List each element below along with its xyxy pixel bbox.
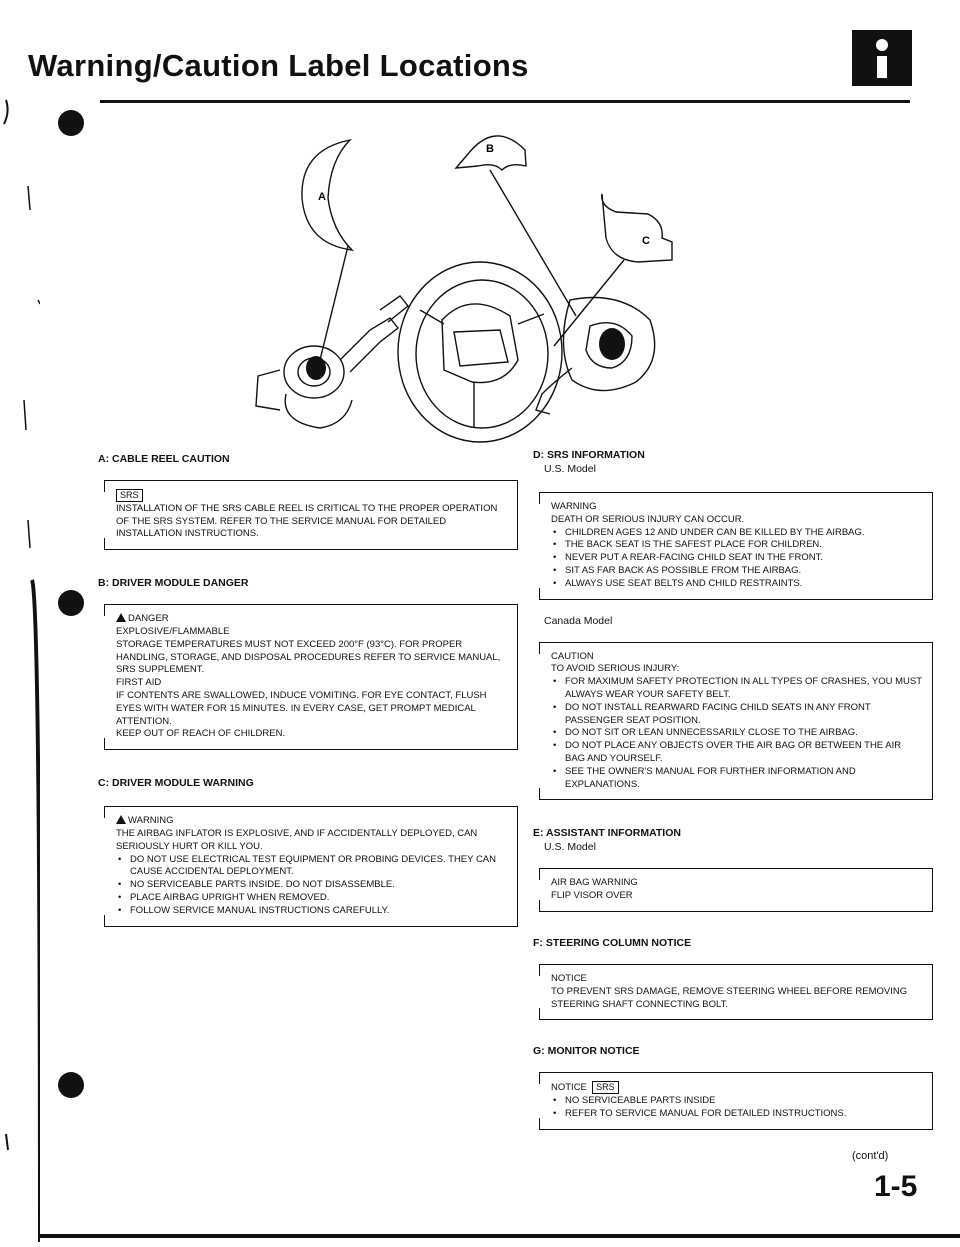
punch-hole-1 [58,110,84,136]
label-d-ca-head: CAUTION [551,650,594,662]
label-d-canada-box [539,642,933,801]
punch-hole-2 [58,590,84,616]
label-a-box [104,480,518,550]
label-f-text: TO PREVENT SRS DAMAGE, REMOVE STEERING WHEEL BEFORE REMOVING STEERING SHAFT CONNECTING BOLT. [551,985,908,1010]
list-item: • NO SERVICEABLE PARTS INSIDE. DO NOT DISASSEMBLE. [116,879,507,892]
warning-triangle-icon [116,815,126,824]
label-d-ca-text: TO AVOID SERIOUS INJURY: [551,663,680,675]
label-e-line-2: FLIP VISOR OVER [551,890,633,902]
label-b-caption: B: DRIVER MODULE DANGER [98,577,249,590]
label-f-head: NOTICE [551,972,587,984]
callout-a: A [318,191,326,203]
page-title: Warning/Caution Label Locations [28,48,529,83]
callout-c: C [642,235,650,247]
label-b-box [104,604,518,750]
label-g-head: NOTICE SRS [551,1081,922,1095]
info-icon [852,30,912,86]
list-item: • ALWAYS USE SEAT BELTS AND CHILD RESTRAINTS. [551,578,922,591]
title-rule [100,100,910,103]
binding-margin [0,0,40,1242]
list-item: • NEVER PUT A REAR-FACING CHILD SEAT IN THE FRONT. [551,552,922,565]
punch-hole-3 [58,1072,84,1098]
label-d-us-text: DEATH OR SERIOUS INJURY CAN OCCUR. [551,513,745,525]
label-c-caption: C: DRIVER MODULE WARNING [98,777,254,790]
label-e-model: U.S. Model [544,841,596,854]
label-c-box [104,806,518,926]
label-c-text: THE AIRBAG INFLATOR IS EXPLOSIVE, AND IF ACCIDENTALLY DEPLOYED, CAN SERIOUSLY HURT OR KILL YOU. [116,827,478,852]
label-f-box [539,964,933,1020]
list-item: • DO NOT INSTALL REARWARD FACING CHILD SEATS IN ANY FRONT PASSENGER SEAT POSITION. [551,702,922,728]
list-item: • PLACE AIRBAG UPRIGHT WHEN REMOVED. [116,892,507,905]
list-item: • SEE THE OWNER'S MANUAL FOR FURTHER INFORMATION AND EXPLANATIONS. [551,766,922,792]
label-b-line-3: FIRST AID [116,677,162,689]
right-column [533,448,933,1130]
label-d-caption: D: SRS INFORMATION [533,449,645,461]
warning-triangle-icon [116,613,126,622]
list-item: • NO SERVICEABLE PARTS INSIDE [551,1095,922,1108]
left-column [98,452,518,927]
page-number: 1-5 [874,1170,918,1203]
list-item: • REFER TO SERVICE MANUAL FOR DETAILED INSTRUCTIONS. [551,1108,922,1121]
continued-note: (cont'd) [852,1150,889,1162]
list-item: • SIT AS FAR BACK AS POSSIBLE FROM THE AIRBAG. [551,565,922,578]
label-e-caption: E: ASSISTANT INFORMATION [533,827,681,840]
label-b-line-1: EXPLOSIVE/FLAMMABLE [116,625,230,637]
callout-b: B [486,143,494,155]
list-item: • THE BACK SEAT IS THE SAFEST PLACE FOR CHILDREN. [551,539,922,552]
list-item: • DO NOT USE ELECTRICAL TEST EQUIPMENT OR PROBING DEVICES. THEY CAN CAUSE ACCIDENTAL DEPLOYMENT. [116,854,507,880]
list-item: • DO NOT SIT OR LEAN UNNECESSARILY CLOSE TO THE AIRBAG. [551,727,922,740]
label-a-text: INSTALLATION OF THE SRS CABLE REEL IS CRITICAL TO THE PROPER OPERATION OF THE SRS SYSTEM. REFER TO THE SERVICE MANUAL FOR DETAILED INSTALLATION INSTRUCTIONS. [116,502,498,540]
label-b-head: DANGER [116,613,507,626]
srs-tag: SRS [116,489,143,502]
label-g-box [539,1072,933,1129]
label-b-line-2: STORAGE TEMPERATURES MUST NOT EXCEED 200°F (93°C). FOR PROPER HANDLING, STORAGE, AND DISPOSAL PROCEDURES REFER TO SERVICE MANUAL, SRS SUPPLEMENT. [116,638,501,676]
list-item: • FOLLOW SERVICE MANUAL INSTRUCTIONS CAREFULLY. [116,905,507,918]
label-e-box [539,868,933,912]
label-d-us-model: U.S. Model [544,463,596,475]
list-item: • FOR MAXIMUM SAFETY PROTECTION IN ALL TYPES OF CRASHES, YOU MUST ALWAYS WEAR YOUR SAFETY BELT. [551,676,922,702]
label-d-us-box [539,492,933,600]
label-f-caption: F: STEERING COLUMN NOTICE [533,936,692,949]
label-e-line-1: AIR BAG WARNING [551,877,638,889]
label-g-caption: G: MONITOR NOTICE [533,1045,640,1058]
footer-rule [40,1234,960,1238]
steering-wheel-illustration [220,110,690,450]
label-d-canada-model: Canada Model [544,614,613,627]
label-a-caption: A: CABLE REEL CAUTION [98,453,230,465]
list-item: • DO NOT PLACE ANY OBJECTS OVER THE AIR BAG OR BETWEEN THE AIR BAG AND YOURSELF. [551,740,922,766]
label-d-us-head: WARNING [551,501,597,512]
srs-tag: SRS [592,1081,619,1094]
label-c-head: WARNING [116,815,507,828]
label-b-line-4: IF CONTENTS ARE SWALLOWED, INDUCE VOMITING. FOR EYE CONTACT, FLUSH EYES WITH WATER FOR 15 MINUTES. IN EVERY CASE, GET PROMPT MEDICAL ATTENTION. [116,689,487,727]
label-b-line-5: KEEP OUT OF REACH OF CHILDREN. [116,728,286,740]
list-item: • CHILDREN AGES 12 AND UNDER CAN BE KILLED BY THE AIRBAG. [551,527,922,540]
